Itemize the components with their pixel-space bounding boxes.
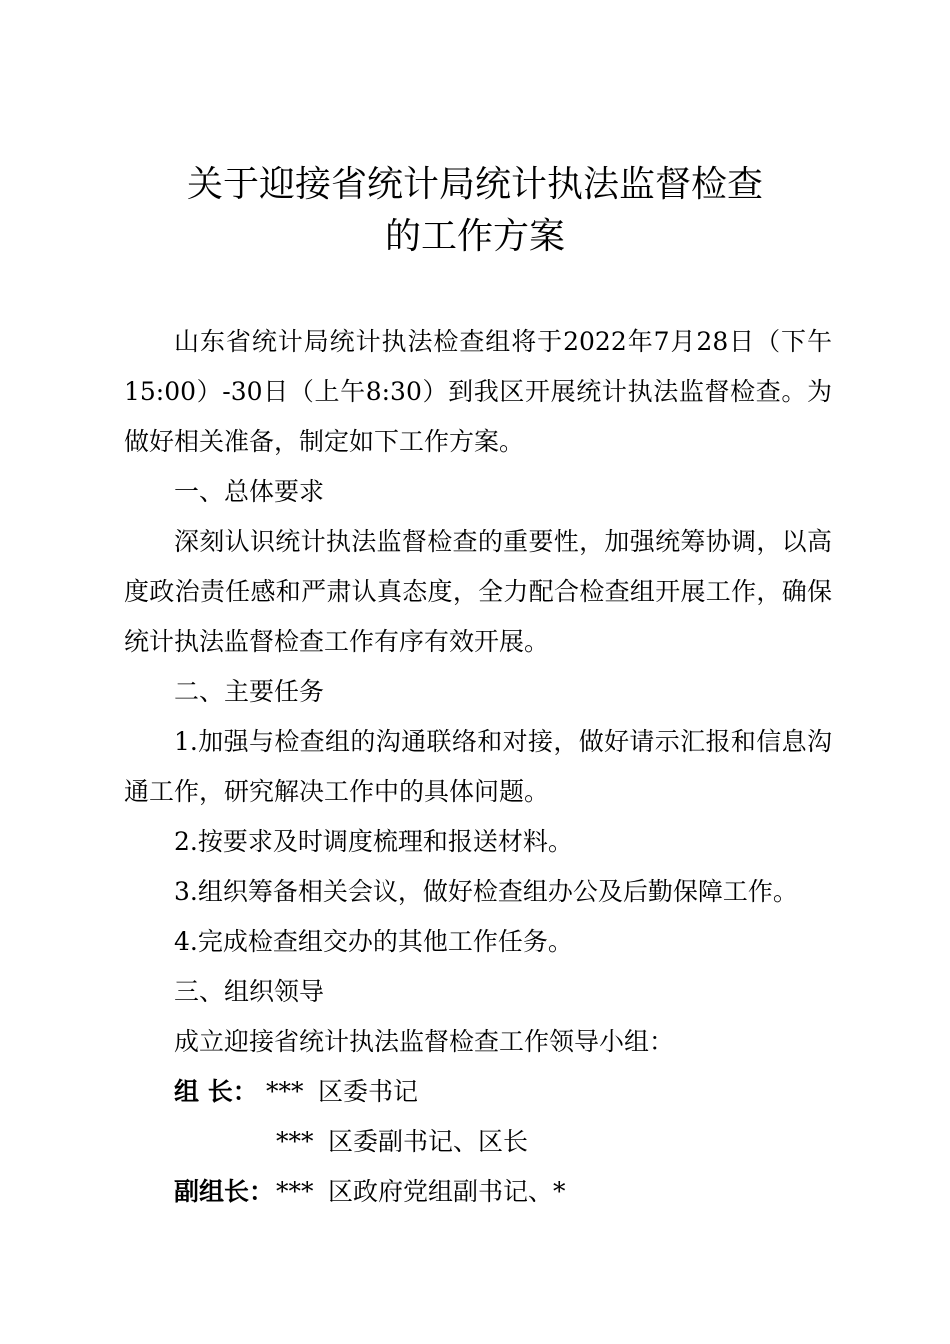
leader-role: 组 长： — [174, 1077, 258, 1106]
leader-row — [124, 1167, 832, 1217]
section-heading-tasks: 二、主要任务 — [174, 677, 325, 706]
leader-title: 区政府党组副书记、* — [328, 1177, 566, 1206]
leader-name: *** — [276, 1127, 314, 1156]
task-item: 3.组织筹备相关会议，做好检查组办公及后勤保障工作。 — [174, 877, 798, 906]
section-heading-leadership: 三、组织领导 — [174, 977, 325, 1006]
task-item: 4.完成检查组交办的其他工作任务。 — [174, 927, 573, 956]
leader-name: *** — [266, 1077, 304, 1106]
section-text-leadership: 成立迎接省统计执法监督检查工作领导小组： — [174, 1027, 675, 1056]
leader-name: *** — [276, 1177, 314, 1206]
task-item: 1.加强与检查组的沟通联络和对接，做好请示汇报和信息沟通工作，研究解决工作中的具体问题。 — [124, 727, 832, 806]
section-text-general: 深刻认识统计执法监督检查的重要性，加强统筹协调，以高度政治责任感和严肃认真态度，全力配合检查组开展工作，确保统计执法监督检查工作有序有效开展。 — [124, 527, 832, 656]
document-body — [124, 317, 832, 1217]
leader-title: 区委书记 — [318, 1077, 419, 1106]
leader-row — [124, 1067, 832, 1117]
title-line-1: 关于迎接省统计局统计执法监督检查 — [186, 164, 763, 205]
leader-title: 区委副书记、区长 — [328, 1127, 529, 1156]
leader-row — [124, 1117, 832, 1167]
section-heading-general: 一、总体要求 — [174, 477, 325, 506]
intro-paragraph: 山东省统计局统计执法检查组将于2022年7月28日（下午15:00）-30日（上午8:30）到我区开展统计执法监督检查。为做好相关准备，制定如下工作方案。 — [124, 327, 832, 456]
title-line-2: 的工作方案 — [384, 216, 565, 257]
leader-role: 副组长： — [174, 1177, 275, 1206]
task-item: 2.按要求及时调度梳理和报送材料。 — [174, 827, 573, 856]
